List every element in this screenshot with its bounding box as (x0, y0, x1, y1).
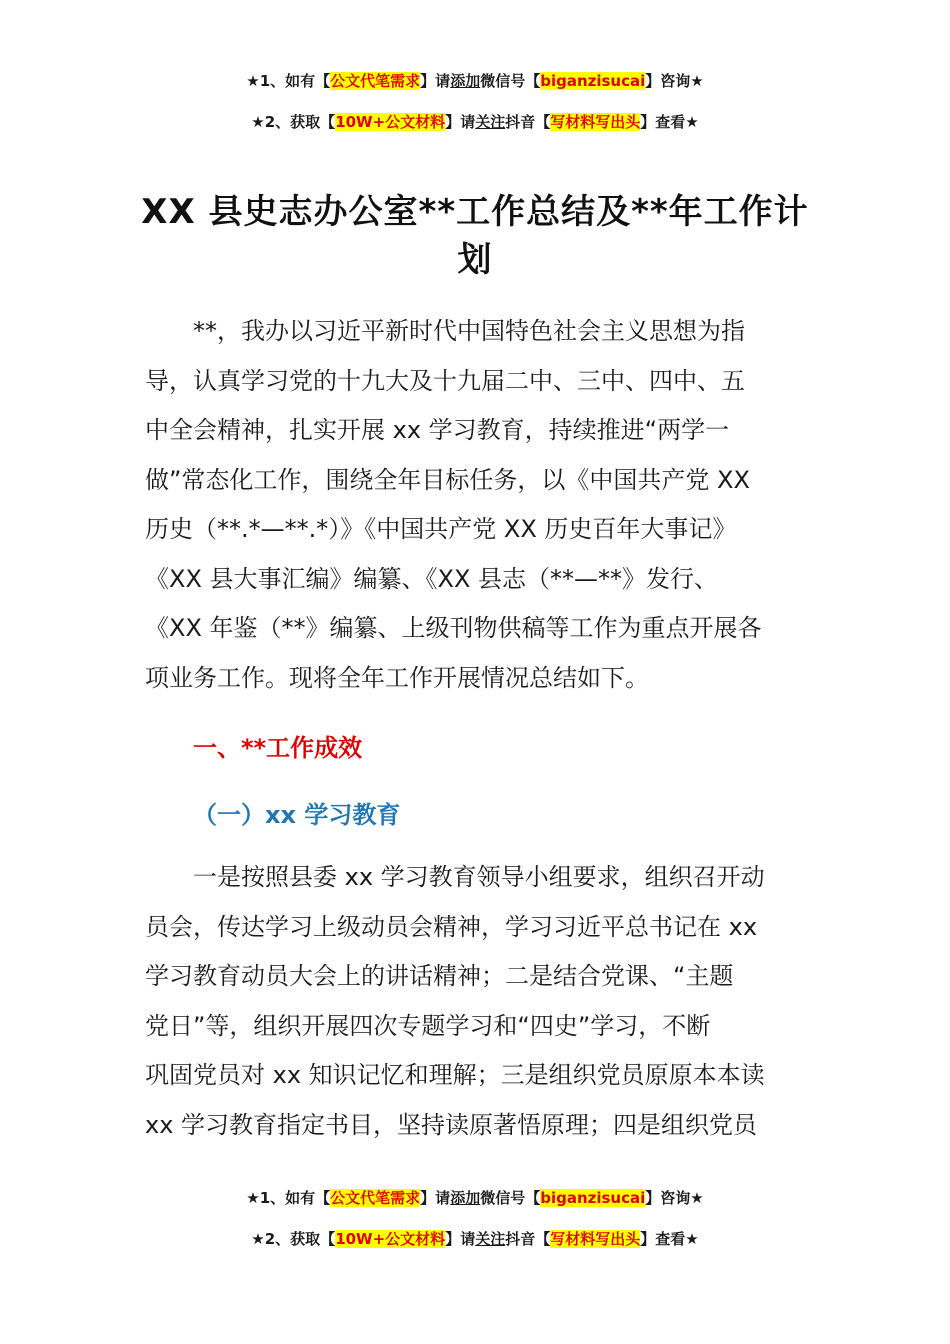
promo-underline: 关注 (475, 1230, 506, 1248)
text-line: 中全会精神，扎实开展 xx 学习教育，持续推进“两学一 (145, 416, 730, 444)
text-line: 巩固党员对 xx 知识记忆和理解；三是组织党员原原本本读 (145, 1061, 765, 1089)
promo-highlight: biganzisucai (540, 1189, 646, 1207)
intro-paragraph (145, 307, 810, 703)
text-line: 党日”等，组织开展四次专题学习和“四史”学习，不断 (145, 1011, 711, 1040)
text-line: 导，认真学习党的十九大及十九届二中、三中、四中、五 (145, 366, 745, 395)
promo-text: 】请 (445, 1230, 476, 1248)
promo-highlight: 写材料写出头 (550, 113, 641, 131)
promo-text: 微信号【 (480, 1189, 541, 1207)
document-title (140, 188, 810, 284)
text-line: 一是按照县委 xx 学习教育领导小组要求，组织召开动 (145, 863, 765, 891)
promo-underline: 添加 (450, 72, 481, 90)
promo-text: 抖音【 (505, 1230, 551, 1248)
promo-line-1-top (0, 70, 950, 91)
text-line: **，我办以习近平新时代中国特色社会主义思想为指 (145, 317, 745, 345)
promo-highlight: biganzisucai (540, 72, 646, 90)
promo-text: 】请 (445, 113, 476, 131)
promo-highlight: 写材料写出头 (550, 1230, 641, 1248)
promo-highlight: 公文代笔需求 (330, 1189, 421, 1207)
promo-line-1-bottom (0, 1187, 950, 1208)
promo-text: 】请 (420, 1189, 451, 1207)
promo-text: ★2、获取【 (251, 1230, 336, 1248)
promo-text: 微信号【 (480, 72, 541, 90)
text-line: 做”常态化工作，围绕全年目标任务，以《中国共产党 XX (145, 465, 750, 494)
promo-text: ★2、获取【 (251, 113, 336, 131)
subsection-heading-1: （一）xx 学习教育 (193, 801, 401, 829)
promo-text: 】请 (420, 72, 451, 90)
promo-text: 】查看★ (640, 1230, 699, 1248)
text-line: 《XX 年鉴（**》编纂、上级刊物供稿等工作为重点开展各 (145, 614, 762, 642)
promo-highlight: 10W+公文材料 (335, 113, 446, 131)
text-line: 《XX 县大事汇编》编纂、《XX 县志（**—**》发行、 (145, 564, 719, 593)
promo-text: ★1、如有【 (246, 72, 331, 90)
promo-underline: 添加 (450, 1189, 481, 1207)
promo-highlight: 10W+公文材料 (335, 1230, 446, 1248)
promo-text: 抖音【 (505, 113, 551, 131)
promo-line-2-bottom (0, 1228, 950, 1249)
promo-text: 】咨询★ (645, 72, 704, 90)
promo-text: ★1、如有【 (246, 1189, 331, 1207)
text-line: 历史（**.*—**.*）》《中国共产党 XX 历史百年大事记》 (145, 515, 737, 543)
title-line-1: XX 县史志办公室**工作总结及**年工作计 (141, 192, 809, 232)
text-line: 员会，传达学习上级动员会精神，学习习近平总书记在 xx (145, 912, 758, 941)
text-line: 项业务工作。现将全年工作开展情况总结如下。 (145, 663, 649, 692)
section-heading-1: 一、**工作成效 (193, 734, 363, 762)
paragraph-1 (145, 853, 810, 1150)
promo-text: 】咨询★ (645, 1189, 704, 1207)
text-line: 学习教育动员大会上的讲话精神；二是结合党课、“主题 (145, 962, 734, 990)
promo-underline: 关注 (475, 113, 506, 131)
promo-text: 】查看★ (640, 113, 699, 131)
promo-line-2-top (0, 111, 950, 132)
text-line: xx 学习教育指定书目，坚持读原著悟原理；四是组织党员 (145, 1110, 758, 1139)
title-line-2: 划 (457, 240, 493, 280)
promo-highlight: 公文代笔需求 (330, 72, 421, 90)
